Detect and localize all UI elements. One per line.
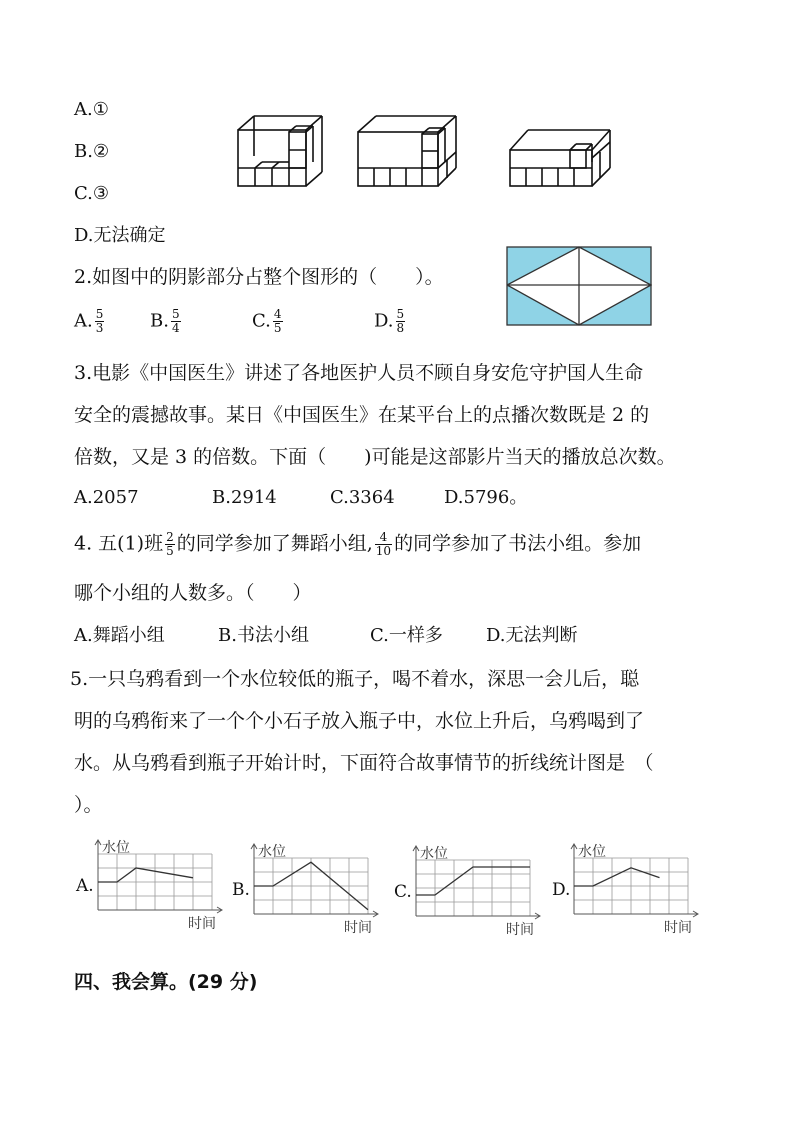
q1-option-d: D.无法确定 [74, 225, 166, 246]
q5-line-2: 明的乌鸦衔来了一个个小石子放入瓶子中，水位上升后，乌鸦喝到了 [74, 710, 645, 732]
graph-letter-a: A. [76, 876, 94, 896]
cube-figure-1 [238, 116, 322, 186]
q3-line-2: 安全的震撼故事。某日《中国医生》在某平台上的点播次数既是 2 的 [74, 404, 650, 426]
q1-cube-figures [232, 108, 652, 190]
q2-option-c: C. $\frac{4}{5}$ [252, 307, 282, 335]
y-axis [95, 840, 101, 910]
water-level-line [574, 868, 660, 886]
q2-option-a: A. $\frac{5}{3}$ [74, 307, 104, 335]
q3-line-3: 倍数，又是 3 的倍数。下面（ )可能是这部影片当天的播放总次数。 [74, 446, 676, 468]
q3-option-b: B.2914 [212, 487, 277, 508]
q5-line-4: ）。 [74, 794, 103, 816]
q5-line-1: 5.一只乌鸦看到一个水位较低的瓶子，喝不着水，深思一会儿后，聪 [70, 668, 640, 690]
q4-option-a: A.舞蹈小组 [74, 625, 165, 646]
q4-line-1: 4. 五(1)班 $\frac{2}{5}$ 的同学参加了舞蹈小组, $\frac{4}{10}$ 的同学参加了书法小组。参加 [74, 530, 642, 558]
cube-figure-3 [510, 130, 610, 186]
q3-line-1: 3.电影《中国医生》讲述了各地医护人员不顾自身安危守护国人生命 [74, 362, 644, 384]
y-axis [571, 844, 577, 914]
graph-letter-d: D. [552, 880, 571, 900]
q4-line-2: 哪个小组的人数多。（ ） [74, 582, 312, 604]
x-axis-label: 时间 [344, 920, 372, 936]
q2-stem: 2.如图中的阴影部分占整个图形的（ ）。 [74, 266, 444, 288]
q3-option-c: C.3364 [330, 487, 395, 508]
x-axis [574, 911, 698, 917]
y-axis-label: 水位 [578, 844, 606, 860]
q3-option-a: A.2057 [74, 487, 139, 508]
q3-option-d: D.5796。 [444, 487, 528, 508]
q4-option-d: D.无法判断 [486, 625, 578, 646]
x-axis-label: 时间 [506, 922, 534, 938]
x-axis-label: 时间 [664, 920, 692, 936]
cube-figure-2 [358, 116, 456, 186]
x-axis-label: 时间 [188, 916, 216, 932]
y-axis [413, 846, 419, 916]
q1-option-a: A.① [74, 99, 109, 120]
q4-option-c: C.一样多 [370, 625, 443, 646]
q1-option-c: C.③ [74, 183, 109, 204]
water-level-line [98, 868, 193, 882]
line-graph-a [74, 830, 234, 950]
y-axis-label: 水位 [258, 844, 286, 860]
line-graph-d [550, 834, 710, 954]
q2-shaded-rectangle [506, 246, 652, 326]
q2-option-b: B. $\frac{5}{4}$ [150, 307, 180, 335]
y-axis-label: 水位 [102, 840, 130, 856]
graph-letter-c: C. [394, 882, 412, 902]
q2-option-d: D. $\frac{5}{8}$ [374, 307, 405, 335]
line-graph-b [230, 834, 390, 954]
graph-letter-b: B. [232, 880, 250, 900]
section-4-title: 四、我会算。(29 分) [74, 971, 258, 993]
line-graph-c [392, 836, 552, 956]
q5-line-3: 水。从乌鸦看到瓶子开始计时，下面符合故事情节的折线统计图是 （ [74, 752, 654, 774]
y-axis [251, 844, 257, 914]
q4-option-b: B.书法小组 [218, 625, 309, 646]
y-axis-label: 水位 [420, 846, 448, 862]
q1-option-b: B.② [74, 141, 110, 162]
